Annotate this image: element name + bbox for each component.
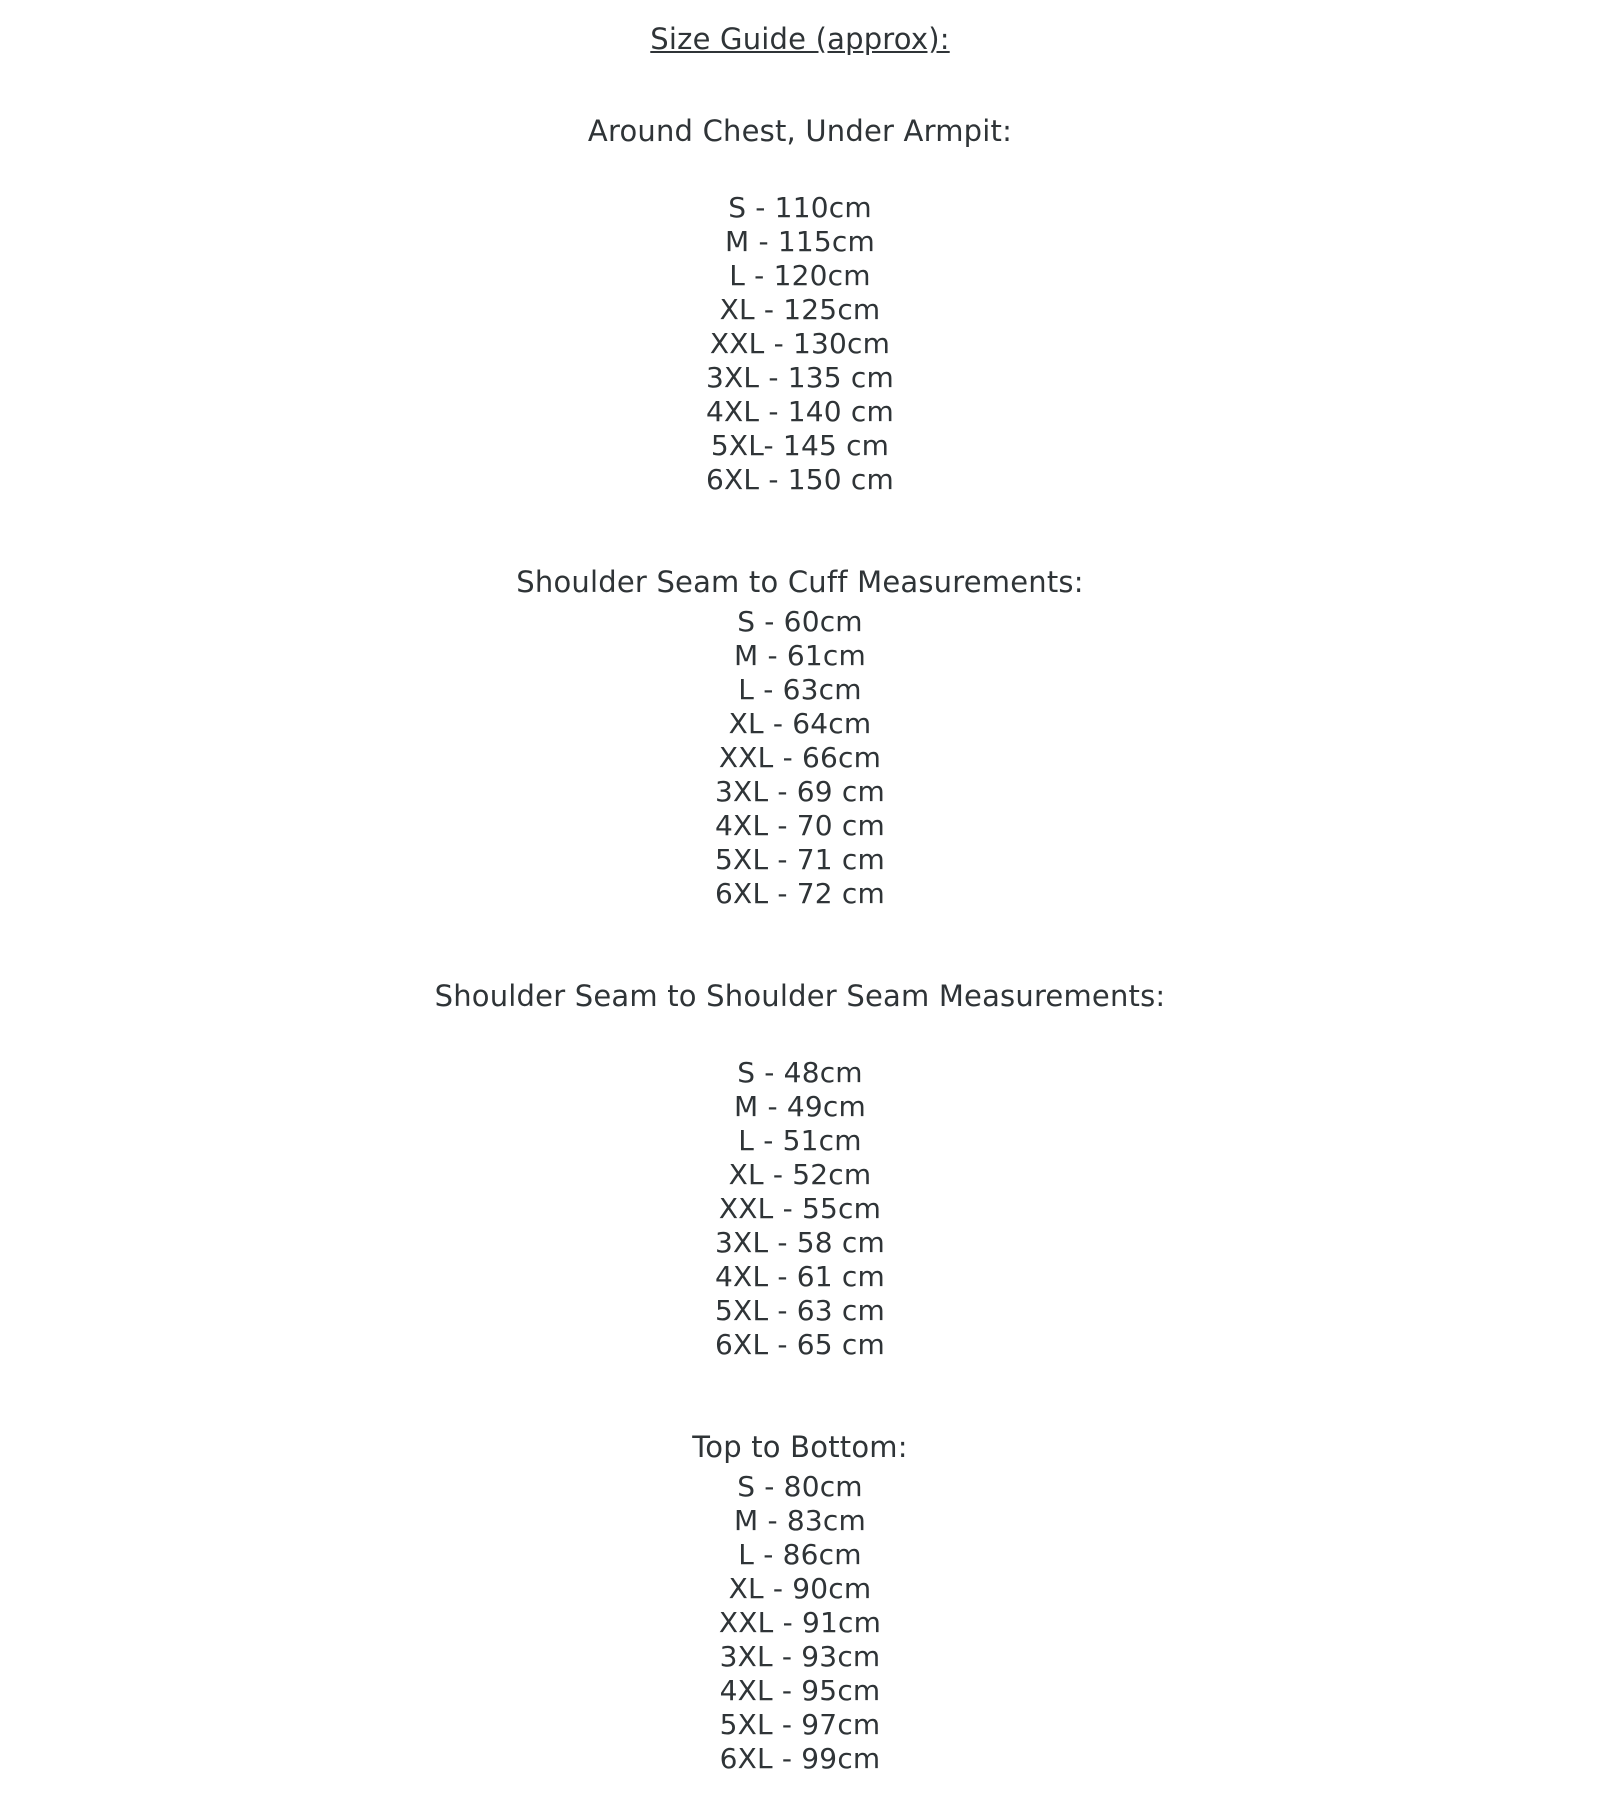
section-shoulder-to-shoulder	[0, 975, 1600, 1363]
list-item: XL - 64cm	[728, 706, 872, 740]
list-item: S - 80cm	[737, 1469, 863, 1503]
list-item: 4XL - 140 cm	[706, 395, 894, 428]
list-item: M - 61cm	[734, 638, 866, 672]
list-item: 5XL - 97cm	[719, 1707, 881, 1741]
list-item: XL - 90cm	[728, 1571, 872, 1605]
measurement-list	[0, 1056, 1600, 1362]
list-item: 6XL - 72 cm	[715, 876, 885, 910]
section-heading: Shoulder Seam to Cuff Measurements:	[516, 565, 1084, 599]
section-heading: Top to Bottom:	[692, 1430, 908, 1464]
list-item: 4XL - 95cm	[719, 1673, 881, 1707]
list-item: 6XL - 150 cm	[706, 463, 894, 496]
list-item: XXL - 91cm	[718, 1605, 882, 1639]
spacer	[0, 911, 1600, 975]
list-item: 3XL - 93cm	[719, 1639, 881, 1673]
spacer	[0, 1362, 1600, 1426]
spacer	[0, 153, 1600, 191]
section-heading: Shoulder Seam to Shoulder Seam Measurements:	[434, 978, 1166, 1013]
section-top-to-bottom	[0, 1426, 1600, 1776]
list-item: XXL - 130cm	[709, 327, 891, 360]
list-item: 3XL - 58 cm	[715, 1226, 885, 1259]
list-item: XXL - 66cm	[718, 740, 882, 774]
list-item: L - 51cm	[738, 1124, 862, 1157]
measurement-list	[0, 191, 1600, 497]
section-heading: Around Chest, Under Armpit:	[587, 113, 1013, 148]
measurement-list	[0, 1470, 1600, 1776]
list-item: L - 63cm	[738, 672, 862, 706]
list-item: XL - 125cm	[719, 293, 881, 326]
spacer	[0, 497, 1600, 561]
list-item: 5XL - 63 cm	[715, 1294, 885, 1327]
list-item: XXL - 55cm	[718, 1192, 882, 1225]
list-item: M - 83cm	[734, 1503, 866, 1537]
measurement-list	[0, 605, 1600, 911]
list-item: S - 110cm	[728, 191, 872, 224]
list-item: 5XL - 71 cm	[715, 842, 885, 876]
page-title: Size Guide (approx):	[650, 22, 950, 56]
list-item: 3XL - 69 cm	[715, 774, 885, 808]
list-item: M - 115cm	[725, 225, 875, 258]
list-item: L - 120cm	[729, 259, 871, 292]
list-item: 5XL- 145 cm	[710, 429, 890, 462]
list-item: M - 49cm	[734, 1090, 866, 1123]
list-item: 3XL - 135 cm	[706, 361, 894, 394]
list-item: XL - 52cm	[728, 1158, 872, 1191]
list-item: S - 60cm	[737, 604, 863, 638]
spacer	[0, 1018, 1600, 1056]
list-item: 6XL - 65 cm	[715, 1328, 885, 1361]
list-item: S - 48cm	[737, 1056, 863, 1089]
section-shoulder-to-cuff	[0, 561, 1600, 911]
section-around-chest	[0, 110, 1600, 498]
list-item: 6XL - 99cm	[719, 1741, 881, 1775]
list-item: 4XL - 61 cm	[715, 1260, 885, 1293]
list-item: L - 86cm	[738, 1537, 862, 1571]
list-item: 4XL - 70 cm	[715, 808, 885, 842]
